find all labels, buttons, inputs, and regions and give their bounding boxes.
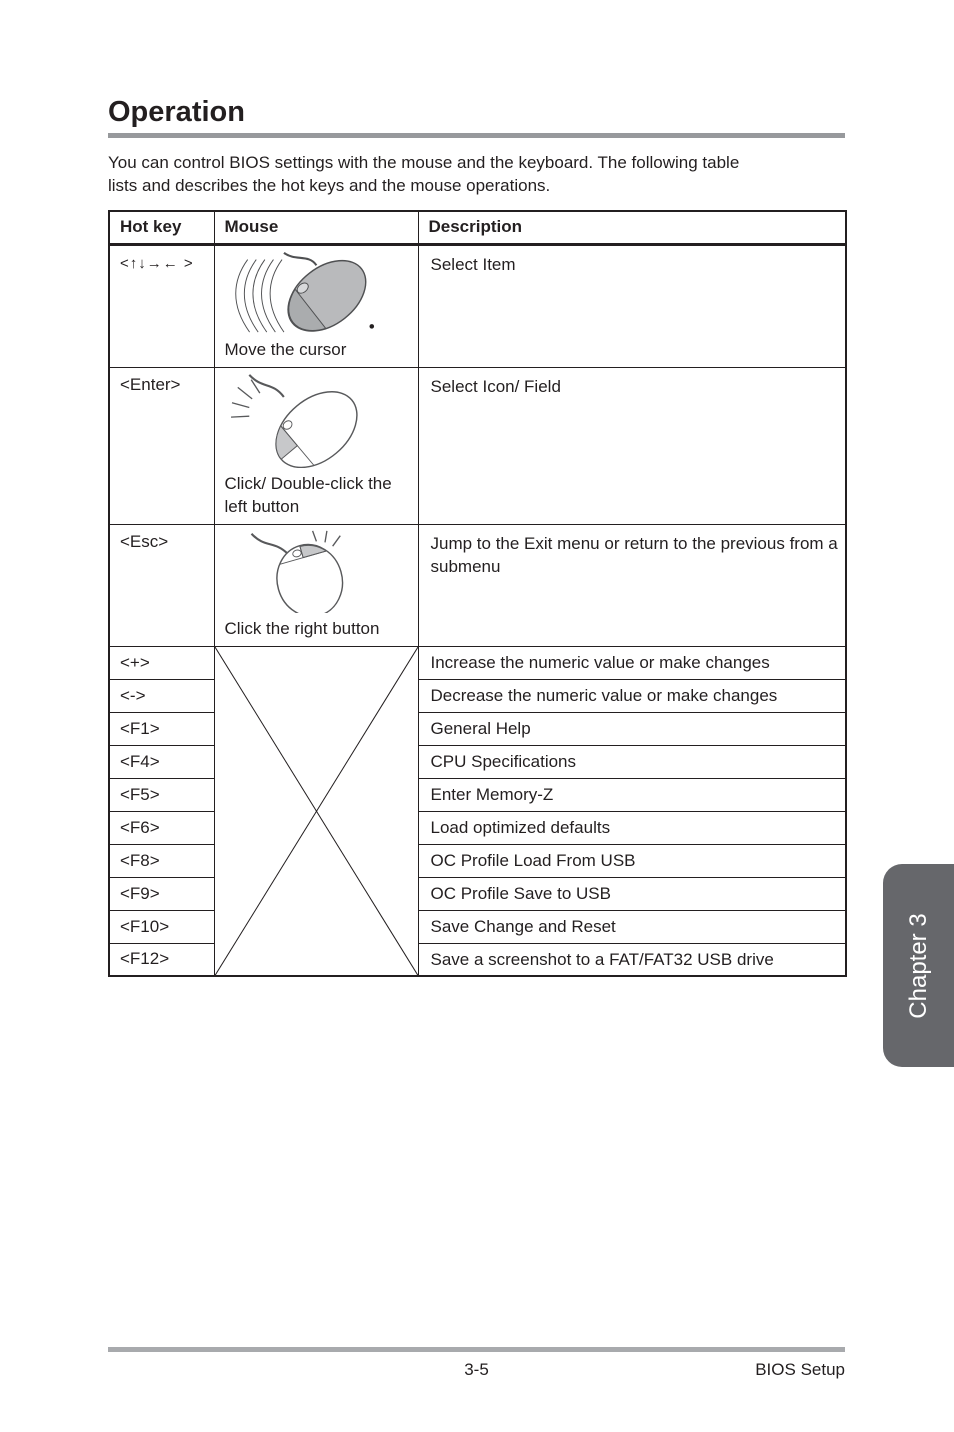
description-cell: Increase the numeric value or make changes (418, 646, 846, 679)
description-cell: OC Profile Load From USB (418, 844, 846, 877)
footer-section-label: BIOS Setup (755, 1360, 845, 1379)
mouse-right-click-icon (225, 529, 414, 613)
description-cell: Enter Memory-Z (418, 778, 846, 811)
mouse-move-icon (225, 250, 414, 334)
description-cell: Save a screenshot to a FAT/FAT32 USB drive (418, 943, 846, 976)
hotkey-cell: <+> (109, 646, 214, 679)
chapter-tab (883, 864, 954, 1067)
title-rule (108, 133, 845, 138)
intro-line-1: You can control BIOS settings with the mouse and the keyboard. The following table (108, 153, 740, 172)
hotkey-cell: <F12> (109, 943, 214, 976)
description-cell: Load optimized defaults (418, 811, 846, 844)
header-mouse: Mouse (214, 211, 418, 244)
mouse-cell (214, 367, 418, 524)
page-content (108, 0, 845, 977)
hotkey-cell: <F9> (109, 877, 214, 910)
description-cell: Select Icon/ Field (418, 367, 846, 524)
hotkey-cell: <-> (109, 679, 214, 712)
mouse-cell (214, 524, 418, 646)
hotkey-cell: <↑↓→← > (109, 244, 214, 367)
hotkey-cell: <Esc> (109, 524, 214, 646)
hotkey-cell: <F5> (109, 778, 214, 811)
page-number: 3-5 (464, 1360, 489, 1379)
description-cell: Save Change and Reset (418, 910, 846, 943)
table-row (109, 524, 846, 646)
chapter-tab-label: Chapter 3 (904, 912, 932, 1019)
description-cell: General Help (418, 712, 846, 745)
hotkey-table (108, 210, 847, 977)
not-applicable-cross (214, 646, 418, 976)
description-cell: OC Profile Save to USB (418, 877, 846, 910)
mouse-caption: Click the right button (224, 618, 380, 638)
intro-line-2: lists and describes the hot keys and the mouse operations. (108, 176, 551, 195)
hotkey-cell: <Enter> (109, 367, 214, 524)
hotkey-cell: <F10> (109, 910, 214, 943)
footer-rule (108, 1347, 845, 1352)
mouse-caption: Move the cursor (224, 339, 347, 359)
mouse-left-click-icon (225, 372, 414, 468)
header-description: Description (418, 211, 846, 244)
description-cell: Jump to the Exit menu or return to the previous from a submenu (418, 524, 846, 646)
mouse-cell (214, 244, 418, 367)
table-row (109, 367, 846, 524)
table-header-row (109, 211, 846, 244)
hotkey-cell: <F8> (109, 844, 214, 877)
description-cell: Select Item (418, 244, 846, 367)
header-hotkey: Hot key (109, 211, 214, 244)
table-row (109, 646, 846, 679)
description-cell: CPU Specifications (418, 745, 846, 778)
page-footer (108, 1360, 845, 1382)
hotkey-cell: <F1> (109, 712, 214, 745)
table-row (109, 244, 846, 367)
hotkey-cell: <F4> (109, 745, 214, 778)
hotkey-cell: <F6> (109, 811, 214, 844)
page-title: Operation (108, 96, 245, 128)
mouse-caption: Click/ Double-click the left button (224, 473, 392, 516)
intro-paragraph (108, 151, 845, 197)
description-cell: Decrease the numeric value or make changes (418, 679, 846, 712)
